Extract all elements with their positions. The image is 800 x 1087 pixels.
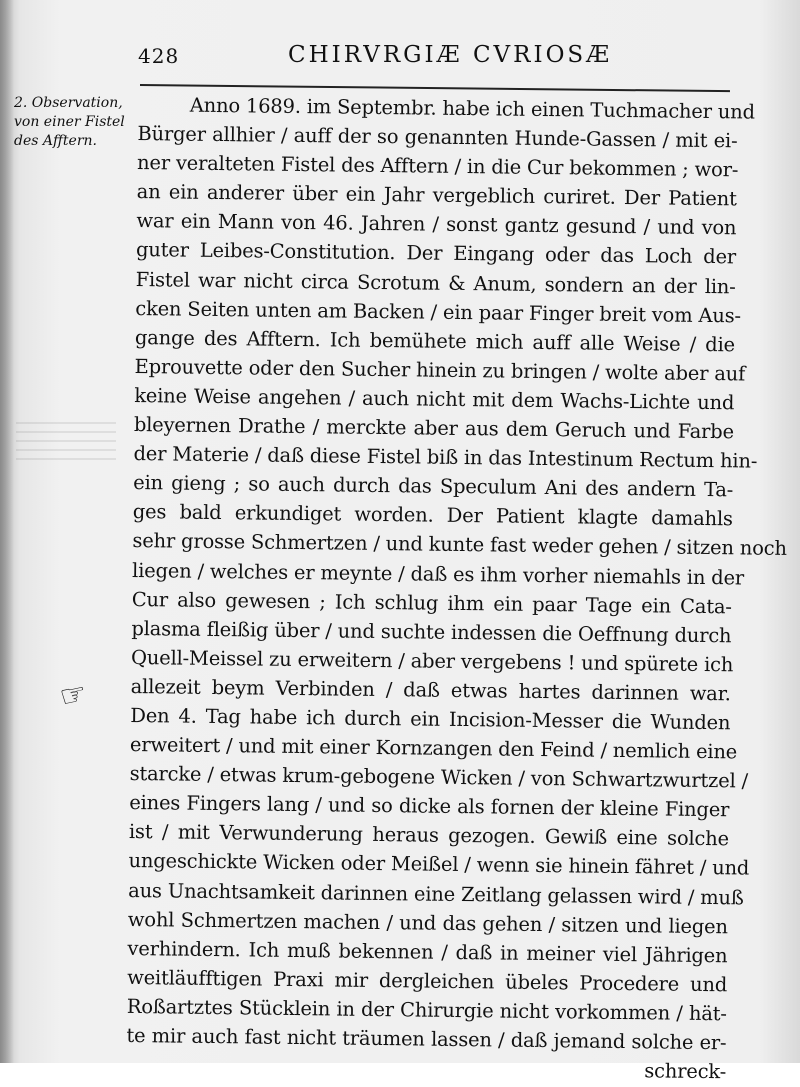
text-line: verhindern. Ich muß bekennen / daß in meiner viel Jährigen bbox=[127, 936, 728, 967]
text-line: erweitert / und mit einer Kornzangen den Feind / nemlich eine bbox=[129, 733, 738, 764]
text-line: plasma fleißig über / und suchte indessen die Oeffnung durch bbox=[131, 616, 732, 647]
marginal-note-line: von einer Fistel bbox=[14, 114, 125, 130]
text-line: bleyernen Drathe / merckte aber aus dem Geruch und Farbe bbox=[133, 413, 735, 444]
text-line: allezeit beym Verbinden / daß etwas hartes darinnen war. bbox=[130, 674, 731, 706]
text-line: war ein Mann von 46. Jahren / sonst gantz gesund / und von bbox=[136, 209, 737, 240]
text-line: ist / mit Verwunderung heraus gezogen. Gewiß eine solche bbox=[128, 820, 730, 851]
text-line: eines Fingers lang / und so dicke als fornen der kleine Finger bbox=[129, 791, 730, 822]
marginal-note-line: 2. Observation, bbox=[14, 95, 123, 111]
page-number: 428 bbox=[138, 44, 180, 68]
text-line: te mir auch fast nicht träumen lassen / daß jemand solche er- bbox=[126, 1023, 727, 1055]
text-line: gange des Afftern. Ich bemühete mich auff alle Weise / die bbox=[134, 325, 736, 357]
text-line: Cur also gewesen ; Ich schlug ihm ein paar Tage ein Cata- bbox=[131, 587, 732, 618]
text-line: an ein anderer über ein Jahr vergeblich curiret. Der Patient bbox=[136, 180, 737, 211]
text-line: Roßartztes Stücklein in der Chirurgie nicht vorkommen / hät- bbox=[126, 994, 727, 1026]
text-line: Fistel war nicht circa Scrotum & Anum, sondern an der lin- bbox=[135, 267, 736, 298]
text-line: ges bald erkundiget worden. Der Patient klagte damahls bbox=[132, 500, 733, 531]
text-line: liegen / welches er meynte / daß es ihm vorher niemahls in der bbox=[131, 558, 745, 589]
pointing-hand-icon: ☞ bbox=[56, 675, 91, 716]
marginal-note-line: des Afftern. bbox=[14, 133, 97, 149]
text-line: Anno 1689. im Septembr. habe ich einen Tuchmacher und bbox=[189, 93, 755, 124]
text-line: der Materie / daß diese Fistel biß in das Intestinum Rectum hin- bbox=[133, 442, 758, 473]
text-line: wohl Schmertzen machen / und das gehen / sitzen und liegen bbox=[127, 907, 728, 938]
text-line: weitläufftigen Praxi mir dergleichen übeles Procedere und bbox=[127, 965, 728, 997]
marginal-note bbox=[14, 94, 136, 151]
text-line: Eprouvette oder den Sucher hinein zu bringen / wolte aber auf bbox=[134, 354, 746, 386]
text-line: starcke / etwas krum-gebogene Wicken / von Schwartzwurtzel / bbox=[129, 762, 749, 793]
text-line: Bürger allhier / auff der so genannten Hunde-Gassen / mit ei- bbox=[137, 122, 738, 153]
text-line: Den 4. Tag habe ich durch ein Incision-Messer die Wunden bbox=[130, 703, 731, 735]
catchword: schreck- bbox=[644, 1059, 727, 1084]
gutter-shadow bbox=[0, 0, 14, 1063]
text-line: guter Leibes-Constitution. Der Eingang oder das Loch der bbox=[135, 238, 737, 269]
text-line: cken Seiten unten am Backen / ein paar Finger breit vom Aus- bbox=[135, 296, 742, 328]
text-line: Quell-Meissel zu erweitern / aber vergebens ! und spürete ich bbox=[130, 645, 734, 677]
body-text bbox=[126, 90, 787, 1086]
running-title: CHIRVRGIÆ CVRIOSÆ bbox=[288, 42, 613, 68]
show-through-text bbox=[16, 420, 116, 460]
text-line: ungeschickte Wicken oder Meißel / wenn sie hinein fähret / und bbox=[128, 849, 750, 880]
text-line: keine Weise angehen / auch nicht mit dem Wachs-Lichte und bbox=[134, 383, 735, 415]
text-line: aus Unachtsamkeit darinnen eine Zeitlang gelassen wird / muß bbox=[128, 878, 744, 909]
text-line: ein gieng ; so auch durch das Speculum Ani des andern Ta- bbox=[133, 471, 734, 502]
text-line: ner veralteten Fistel des Afftern / in die Cur bekommen ; wor- bbox=[136, 151, 739, 182]
text-line: sehr grosse Schmertzen / und kunte fast weder gehen / sitzen noch bbox=[132, 529, 787, 561]
